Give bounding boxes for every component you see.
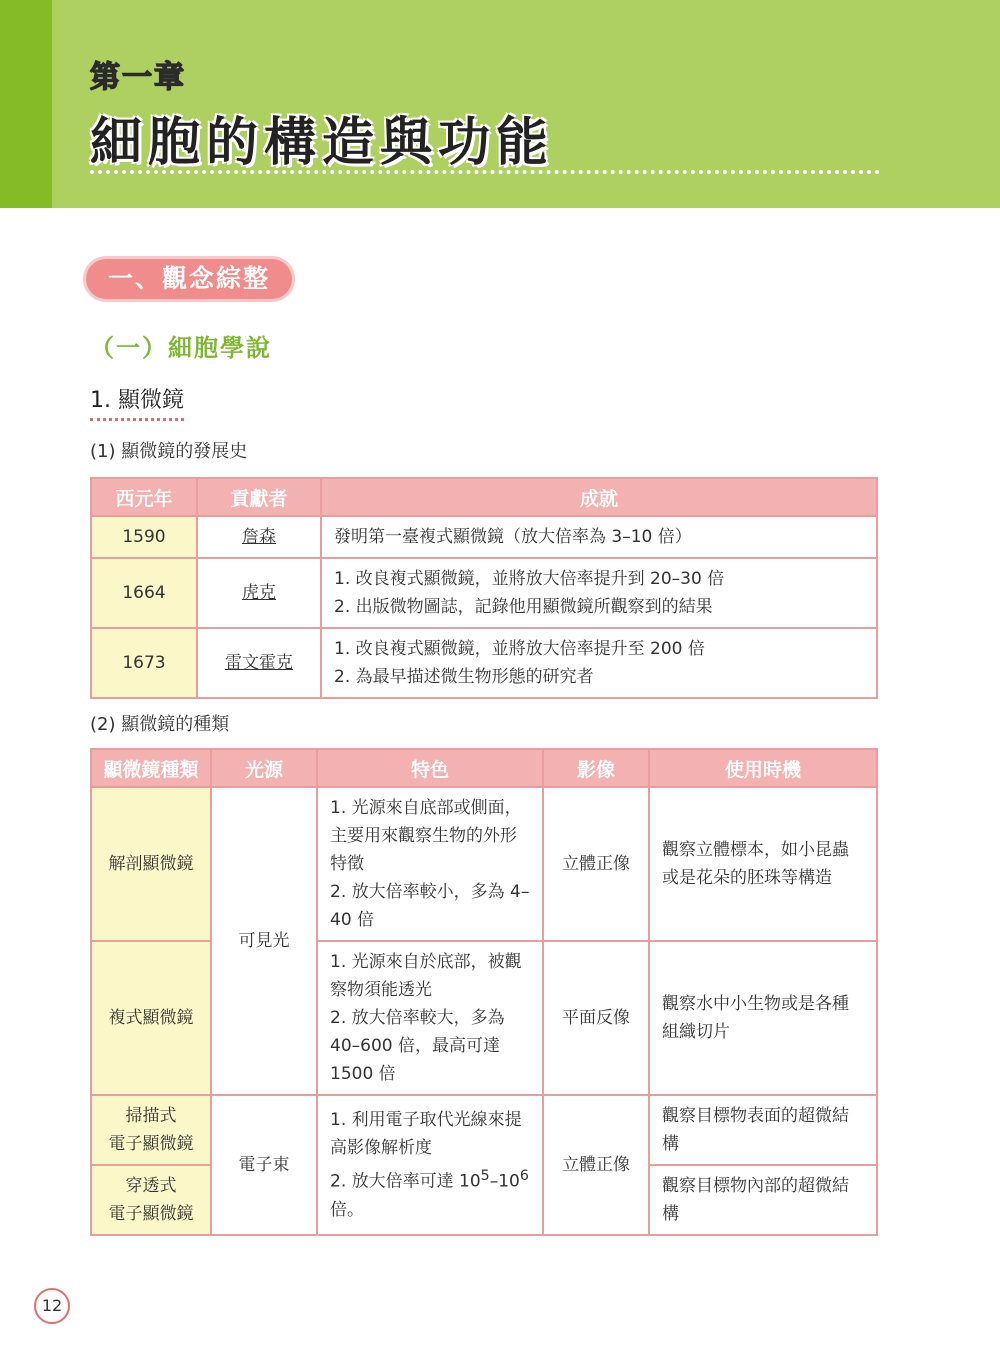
microscope-name: 複式顯微鏡 bbox=[91, 941, 211, 1095]
usage: 觀察水中小生物或是各種組織切片 bbox=[649, 941, 877, 1095]
history-achievement bbox=[321, 558, 877, 628]
feature-line: 1. 利用電子取代光線來提高影像解析度 bbox=[330, 1110, 522, 1159]
name-line: 電子顯微鏡 bbox=[108, 1134, 194, 1154]
types-header-light: 光源 bbox=[211, 749, 317, 787]
light-source: 電子束 bbox=[211, 1095, 317, 1235]
history-year: 1590 bbox=[91, 516, 197, 558]
types-header-row bbox=[91, 749, 877, 787]
feature-line: 1. 光源來自於底部，被觀察物須能透光 bbox=[330, 952, 522, 1000]
achievement-line: 發明第一臺複式顯微鏡（放大倍率為 3–10 倍） bbox=[334, 527, 692, 547]
microscope-features bbox=[317, 787, 543, 941]
feature-line: 2. 放大倍率較大，多為 40–600 倍，最高可達 1500 倍 bbox=[330, 1008, 505, 1084]
microscope-name bbox=[91, 1165, 211, 1235]
feature-line: 2. 放大倍率較小，多為 4–40 倍 bbox=[330, 882, 530, 930]
image-type: 立體正像 bbox=[543, 787, 649, 941]
page-number: 12 bbox=[34, 1288, 70, 1324]
chapter-header bbox=[0, 0, 1000, 208]
section-pill: 一、觀念綜整 bbox=[86, 259, 292, 299]
name-line: 電子顯微鏡 bbox=[108, 1204, 194, 1224]
history-header-achievement: 成就 bbox=[321, 478, 877, 516]
usage: 觀察目標物表面的超微結構 bbox=[649, 1095, 877, 1165]
history-caption: (1) 顯微鏡的發展史 bbox=[90, 441, 248, 462]
topic-title: 1. 顯微鏡 bbox=[90, 383, 184, 421]
feature-text: 10 bbox=[498, 1171, 520, 1192]
feature-line bbox=[330, 1162, 530, 1224]
achievement-line: 1. 改良複式顯微鏡，並將放大倍率提升到 20–30 倍 bbox=[334, 569, 725, 589]
history-header-person: 貢獻者 bbox=[197, 478, 321, 516]
dash: – bbox=[489, 1171, 499, 1192]
history-achievement bbox=[321, 628, 877, 698]
usage: 觀察立體標本，如小昆蟲或是花朵的胚珠等構造 bbox=[649, 787, 877, 941]
history-year: 1664 bbox=[91, 558, 197, 628]
types-caption: (2) 顯微鏡的種類 bbox=[90, 714, 230, 735]
history-year: 1673 bbox=[91, 628, 197, 698]
types-header-image: 影像 bbox=[543, 749, 649, 787]
history-person bbox=[197, 628, 321, 698]
microscope-features bbox=[317, 1095, 543, 1235]
history-achievement bbox=[321, 516, 877, 558]
table-row bbox=[91, 628, 877, 698]
achievement-line: 2. 為最早描述微生物形態的研究者 bbox=[334, 667, 594, 687]
image-type: 立體正像 bbox=[543, 1095, 649, 1235]
microscope-features bbox=[317, 941, 543, 1095]
light-source: 可見光 bbox=[211, 787, 317, 1095]
microscope-types-table bbox=[90, 748, 878, 1236]
history-person bbox=[197, 558, 321, 628]
achievement-line: 2. 出版微物圖誌，記錄他用顯微鏡所觀察到的結果 bbox=[334, 597, 713, 617]
history-table bbox=[90, 477, 878, 699]
history-person bbox=[197, 516, 321, 558]
chapter-title: 細胞的構造與功能 bbox=[90, 113, 555, 173]
exponent: 6 bbox=[519, 1168, 529, 1185]
header-dotted-divider bbox=[90, 170, 880, 174]
exponent: 5 bbox=[480, 1168, 490, 1185]
types-header-feature: 特色 bbox=[317, 749, 543, 787]
achievement-line: 1. 改良複式顯微鏡，並將放大倍率提升至 200 倍 bbox=[334, 639, 705, 659]
person-name: 詹森 bbox=[242, 527, 276, 547]
person-name: 虎克 bbox=[242, 583, 276, 603]
table-row bbox=[91, 516, 877, 558]
name-line: 穿透式 bbox=[125, 1176, 177, 1196]
table-row bbox=[91, 941, 877, 1095]
feature-text: 倍。 bbox=[330, 1199, 364, 1220]
history-header-row bbox=[91, 478, 877, 516]
usage: 觀察目標物內部的超微結構 bbox=[649, 1165, 877, 1235]
feature-text: 2. 放大倍率可達 10 bbox=[330, 1171, 481, 1192]
image-type: 平面反像 bbox=[543, 941, 649, 1095]
header-side-strip bbox=[0, 0, 52, 208]
types-header-usage: 使用時機 bbox=[649, 749, 877, 787]
chapter-label: 第一章 bbox=[90, 60, 186, 95]
history-header-year: 西元年 bbox=[91, 478, 197, 516]
table-row bbox=[91, 1095, 877, 1165]
microscope-name bbox=[91, 1095, 211, 1165]
subsection-title: （一）細胞學說 bbox=[90, 334, 272, 362]
name-line: 掃描式 bbox=[125, 1106, 177, 1126]
person-name: 雷文霍克 bbox=[225, 653, 293, 673]
feature-line: 1. 光源來自底部或側面，主要用來觀察生物的外形特徵 bbox=[330, 798, 522, 874]
table-row bbox=[91, 787, 877, 941]
microscope-name: 解剖顯微鏡 bbox=[91, 787, 211, 941]
table-row bbox=[91, 558, 877, 628]
types-header-kind: 顯微鏡種類 bbox=[91, 749, 211, 787]
